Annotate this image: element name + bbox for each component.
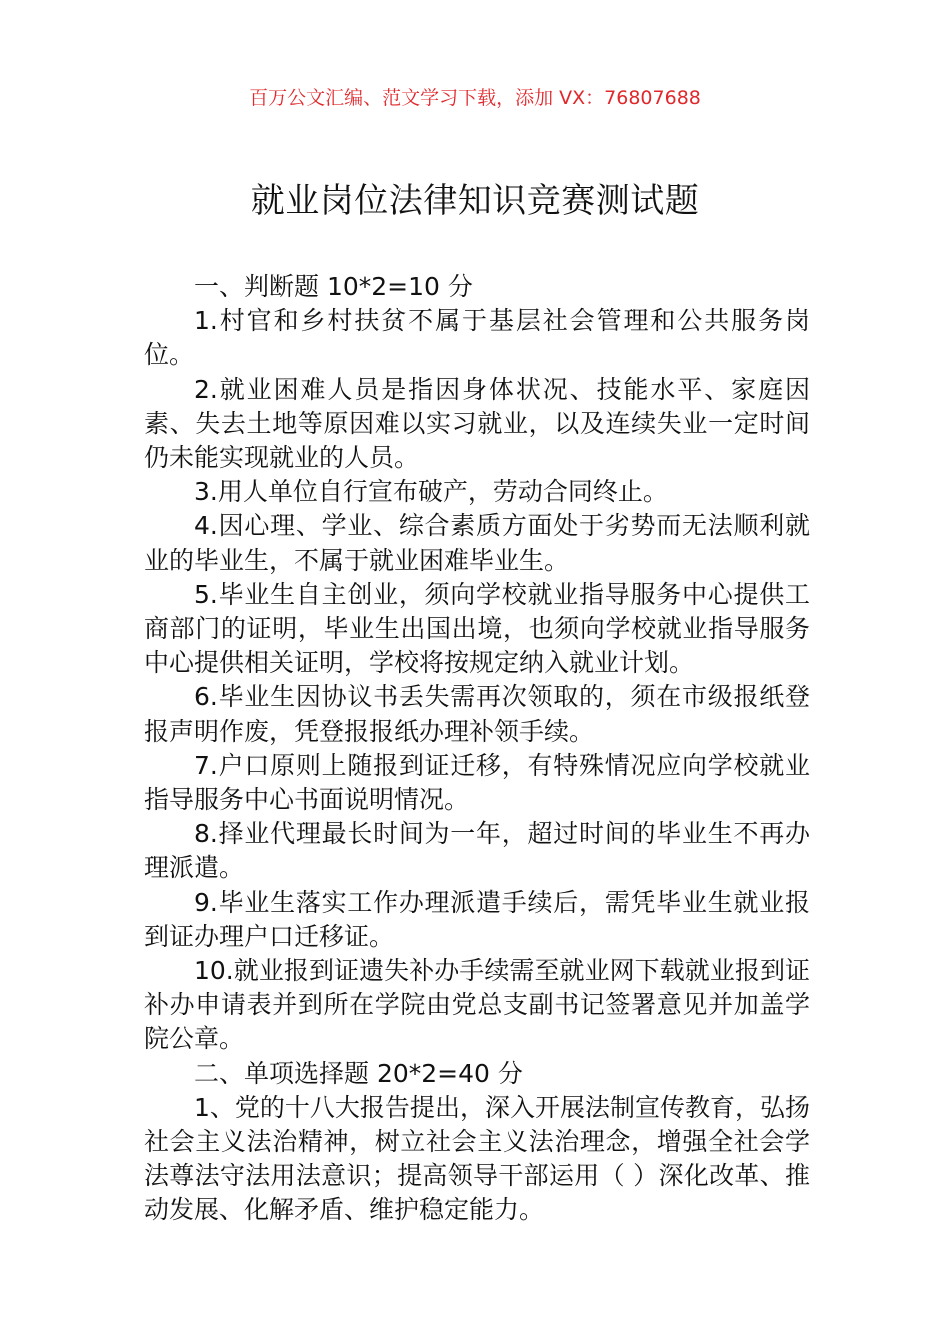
question-item: 1.村官和乡村扶贫不属于基层社会管理和公共服务岗位。 — [144, 306, 810, 370]
question-item: 8.择业代理最长时间为一年，超过时间的毕业生不再办理派遣。 — [144, 819, 810, 883]
question-item: 6.毕业生因协议书丢失需再次领取的，须在市级报纸登报声明作废，凭登报报纸办理补领手续。 — [144, 682, 810, 746]
document-body — [144, 270, 810, 1228]
page-title: 就业岗位法律知识竞赛测试题 — [250, 181, 700, 221]
question-item: 10.就业报到证遗失补办手续需至就业网下载就业报到证补办申请表并到所在学院由党总支副书记签署意见并加盖学院公章。 — [144, 956, 810, 1054]
question-item: 1、党的十八大报告提出，深入开展法制宣传教育，弘扬社会主义法治精神，树立社会主义法治理念，增强全社会学法尊法守法用法意识；提高领导干部运用（ ）深化改革、推动发展、化解矛盾、维护稳定能力。 — [144, 1092, 810, 1225]
section-heading-single-choice: 二、单项选择题 20*2=40 分 — [194, 1058, 523, 1088]
question-item: 4.因心理、学业、综合素质方面处于劣势而无法顺利就业的毕业生，不属于就业困难毕业生。 — [144, 511, 810, 575]
question-item: 2.就业困难人员是指因身体状况、技能水平、家庭因素、失去土地等原因难以实习就业，以及连续失业一定时间仍未能实现就业的人员。 — [144, 374, 810, 473]
section-heading-true-false: 一、判断题 10*2=10 分 — [194, 272, 473, 301]
question-item: 3.用人单位自行宣布破产，劳动合同终止。 — [194, 477, 668, 507]
question-item: 7.户口原则上随报到证迁移，有特殊情况应向学校就业指导服务中心书面说明情况。 — [144, 750, 810, 815]
question-item: 5.毕业生自主创业，须向学校就业指导服务中心提供工商部门的证明，毕业生出国出境，也须向学校就业指导服务中心提供相关证明，学校将按规定纳入就业计划。 — [144, 579, 810, 678]
question-item: 9.毕业生落实工作办理派遣手续后，需凭毕业生就业报到证办理户口迁移证。 — [144, 887, 810, 951]
header-note: 百万公文汇编、范文学习下载，添加 VX：76807688 — [249, 87, 701, 109]
